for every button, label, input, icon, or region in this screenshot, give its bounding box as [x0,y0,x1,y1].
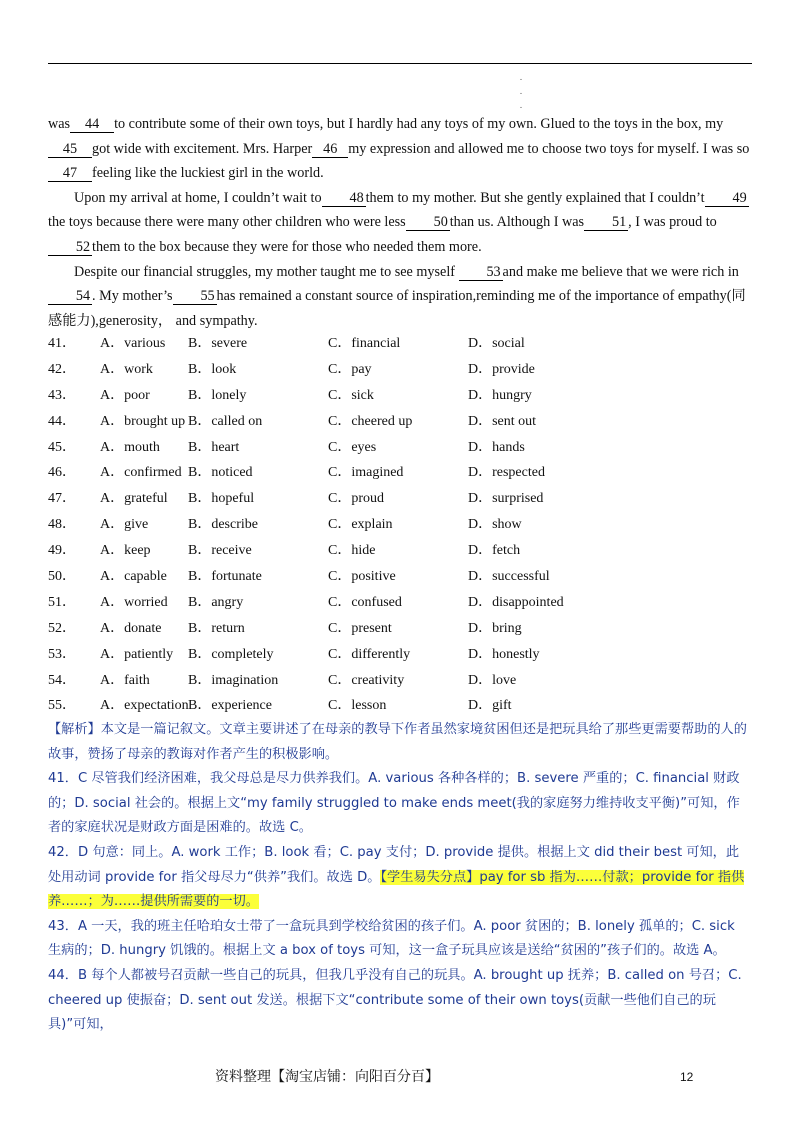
option-row [48,358,752,384]
error-prone-tip: 【学生易失分点】pay for sb 指为……付款；provide for 指供养……；为……提供所需要的一切。 [48,869,745,910]
option-b: B．called on [188,413,263,429]
option-c: C．creativity [328,672,405,688]
blank-50: 50 [406,214,450,231]
question-number: 42． [48,361,76,377]
option-d: D．surprised [468,491,544,507]
blank-44: 44 [70,116,114,133]
option-a: A．donate [100,620,162,636]
option-row [48,332,752,358]
option-d: D．fetch [468,543,521,559]
option-d: D．hands [468,439,525,455]
analysis-intro: 【解析】本文是一篇记叙文。文章主要讲述了在母亲的教导下作者虽然家境贫困但还是把玩具给了那些更需要帮助的人的故事，赞扬了母亲的教诲对作者产生的积极影响。 [48,722,747,762]
option-row [48,694,752,720]
option-c: C．eyes [328,439,377,455]
option-c: C．financial [328,336,401,351]
option-row [48,669,752,695]
option-b: B．hopeful [188,491,255,507]
option-c: C．present [328,620,392,636]
option-d: D．show [468,517,522,533]
blank-49: 49 [705,190,749,207]
option-a: A．expectation [100,698,189,714]
blank-55: 55 [173,288,217,305]
paragraph-1: was 44 to contribute some of their own toys, but I hardly had any toys of my own. Glued to the toys in the box, my45 got wide with excitement. Mrs. Harper 46 my expression and allowed me to choose two toys for myself. I was so47 feeling like the luckiest girl in the world. [48,116,750,182]
option-c: C．differently [328,646,411,662]
option-b: B．heart [188,439,240,455]
blank-48: 48 [322,190,366,207]
question-number: 43． [48,387,76,403]
option-d: D．disappointed [468,594,564,610]
option-row [48,410,752,436]
question-number: 49． [48,543,76,559]
option-c: C．pay [328,361,372,377]
question-number: 48． [48,517,76,533]
question-number: 55． [48,698,76,714]
option-a: A．worried [100,594,168,610]
blank-45: 45 [48,141,92,158]
option-d: D．respected [468,465,545,481]
option-b: B．describe [188,517,258,533]
option-b: B．lonely [188,387,247,403]
option-d: D．bring [468,620,522,636]
option-row [48,436,752,462]
paragraph-2: Upon my arrival at home, I couldn’t wait to 48 them to my mother. But she gently explained that I couldn’t 49the toys because there were many other children who were less 50 than us. Although I was 51 , I was proud to52 them to the box because they were for those who needed them more. [48,189,747,255]
option-d: D．successful [468,569,550,585]
option-c: C．hide [328,543,376,559]
option-c: C．positive [328,569,396,585]
cloze-passage [48,112,752,333]
option-c: C．cheered up [328,413,413,429]
question-number: 46． [48,465,76,481]
question-number: 45． [48,439,76,455]
blank-47: 47 [48,165,92,182]
option-a: A．give [100,517,149,533]
option-a: A．faith [100,672,150,688]
question-number: 54． [48,672,76,688]
decorative-dots: . . . [519,72,523,110]
option-a: A．work [100,361,153,377]
option-row [48,384,752,410]
option-d: D．hungry [468,387,532,403]
option-row [48,643,752,669]
paragraph-3: Despite our financial struggles, my mother taught me to see myself 53 and make me believe that we were rich in54 . My mother’s 55 has remained a constant source of inspiration,reminding me of the importance of empathy(同感能力),generosity， and sympathy. [48,263,746,329]
question-number: 50． [48,569,76,585]
option-d: D．sent out [468,413,537,429]
option-b: B．imagination [188,672,279,688]
option-row [48,591,752,617]
page-number: 12 [680,1070,694,1084]
option-c: C．proud [328,491,384,507]
analysis-41: 41．C 尽管我们经济困难，我父母总是尽力供养我们。A. various 各种各样的；B. severe 严重的；C. financial 财政的；D. social 社会的。根据上文“my family struggled to make ends meet(我的家庭努力维持收支平衡)”可知，作者的家庭状况是财政方面是困难的。故选 C。 [48,771,740,836]
option-row [48,461,752,487]
header-rule [48,63,752,64]
analysis-44: 44．B 每个人都被号召贡献一些自己的玩具，但我几乎没有自己的玩具。A. brought up 抚养；B. called on 号召；C. cheered up 使振奋；D. sent out 发送。根据下文“contribute some of their own toys(贡献一些他们自己的玩具)”可知， [48,967,742,1033]
option-row [48,487,752,513]
option-d: D．honestly [468,646,540,662]
option-d: D．gift [468,698,512,714]
option-b: B．return [188,620,245,636]
option-c: C．sick [328,387,374,403]
option-a: A．keep [100,543,151,559]
option-c: C．lesson [328,698,387,714]
option-b: B．fortunate [188,569,262,585]
blank-54: 54 [48,288,92,305]
option-b: B．look [188,361,237,377]
analysis-43: 43．A 一天，我的班主任哈珀女士带了一盒玩具到学校给贫困的孩子们。A. poor 贫困的；B. lonely 孤单的；C. sick 生病的；D. hungry 饥饿的。根据上文 a box of toys 可知，这一盒子玩具应该是送给“贫困的”孩子们的。故选 A。 [48,918,735,959]
option-c: C．imagined [328,465,404,481]
option-d: D．love [468,672,517,688]
blank-52: 52 [48,239,92,256]
option-b: B．angry [188,594,244,610]
blank-46: 46 [312,141,348,158]
question-number: 51． [48,594,76,610]
option-a: A．patiently [100,646,174,662]
option-a: A．mouth [100,439,160,455]
question-number: 41． [48,336,76,351]
option-a: A．various [100,336,166,351]
option-row [48,513,752,539]
blank-53: 53 [459,264,503,281]
option-b: B．severe [188,336,248,351]
answer-analysis [48,718,752,1038]
option-d: D．social [468,336,525,351]
option-b: B．noticed [188,465,253,481]
option-a: A．poor [100,387,150,403]
option-a: A．confirmed [100,465,182,481]
question-number: 44． [48,413,76,429]
blank-51: 51 [584,214,628,231]
option-b: B．receive [188,543,252,559]
option-c: C．confused [328,594,402,610]
option-a: A．grateful [100,491,168,507]
question-number: 52． [48,620,76,636]
option-b: B．experience [188,698,272,714]
option-a: A．capable [100,569,167,585]
analysis-42: 42．D 句意：同上。A. work 工作；B. look 看；C. pay 支付；D. provide 提供。根据上文 did their best 可知，此处用动词 provide for 指父母尽力“供养”我们。故选 D。【学生易失分点】pay for sb 指为……付款；provide for 指供养……；为……提供所需要的一切。 [48,844,745,910]
question-number: 53． [48,646,76,662]
option-row [48,539,752,565]
question-number: 47． [48,491,76,507]
option-d: D．provide [468,361,535,377]
option-row [48,565,752,591]
option-row [48,617,752,643]
option-b: B．completely [188,646,274,662]
option-a: A．brought up [100,413,186,429]
option-c: C．explain [328,517,393,533]
footer-source: 资料整理【淘宝店铺：向阳百分百】 [215,1069,439,1085]
answer-options [48,332,752,720]
